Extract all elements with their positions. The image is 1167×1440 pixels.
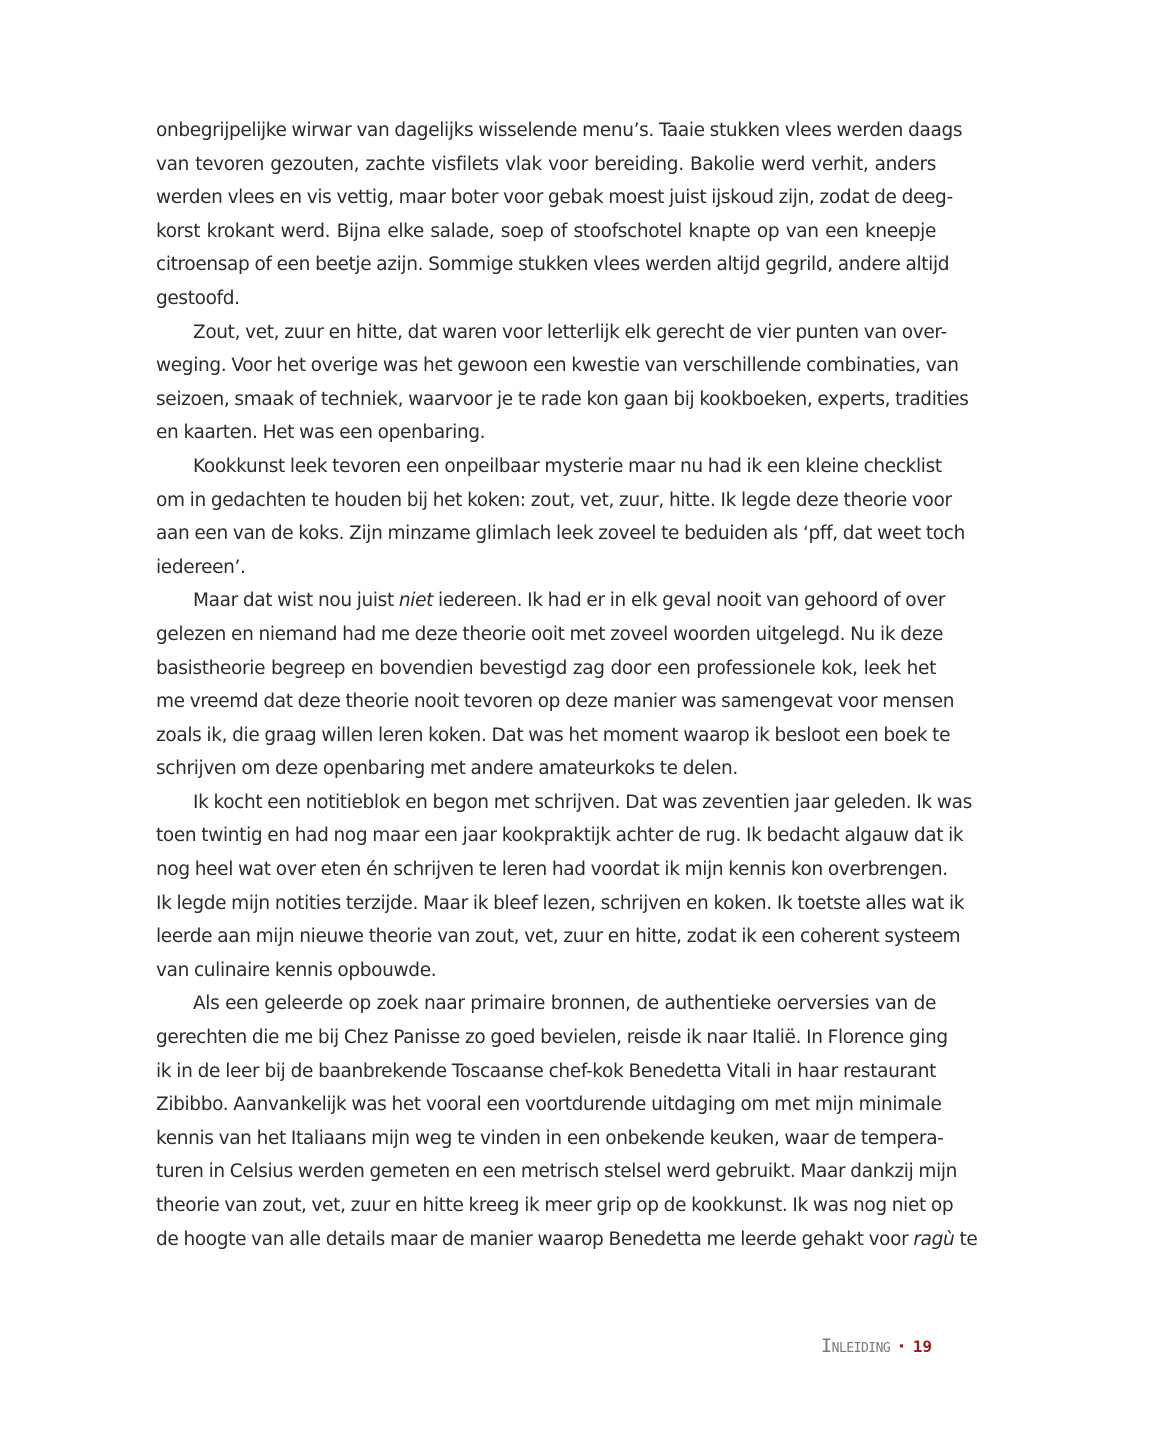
- text-line: weging. Voor het overige was het gewoon een kwestie van verschillende combinaties, van: [156, 355, 959, 377]
- text-line: nog heel wat over eten én schrijven te leren had voordat ik mijn kennis kon overbrengen.: [156, 859, 948, 881]
- text-segment: te: [954, 1228, 978, 1250]
- italic-word: ragù: [913, 1228, 955, 1250]
- text-segment: de hoogte van alle details maar de manier waarop Benedetta me leerde gehakt voor: [156, 1228, 914, 1250]
- text-line: turen in Celsius werden gemeten en een metrisch stelsel werd gebruikt. Maar dankzij mijn: [156, 1161, 958, 1183]
- text-line: me vreemd dat deze theorie nooit tevoren op deze manier was samengevat voor mensen: [156, 691, 955, 713]
- text-line: korst krokant werd. Bijna elke salade, soep of stoofschotel knapte op van een kneepje: [156, 220, 936, 242]
- text-segment: Maar dat wist nou juist: [193, 590, 399, 612]
- text-line: leerde aan mijn nieuwe theorie van zout, vet, zuur en hitte, zodat ik een coherent systeem: [156, 926, 961, 948]
- text-line: gestoofd.: [156, 287, 240, 309]
- text-line: van tevoren gezouten, zachte visfilets vlak voor bereiding. Bakolie werd verhit, anders: [156, 153, 936, 175]
- text-line: basistheorie begreep en bovendien bevestigd zag door een professionele kok, leek het: [156, 657, 936, 679]
- text-line: toen twintig en had nog maar een jaar kookpraktijk achter de rug. Ik bedacht algauw dat ik: [156, 825, 964, 847]
- page-number: 19: [912, 1337, 932, 1356]
- text-segment: iedereen. Ik had er in elk geval nooit van gehoord of over: [433, 590, 946, 612]
- body-text: [156, 114, 978, 1256]
- paragraph-start: Zout, vet, zuur en hitte, dat waren voor letterlijk elk gerecht de vier punten van over-: [193, 321, 947, 343]
- text-line: van culinaire kennis opbouwde.: [156, 959, 437, 981]
- text-line: Zibibbo. Aanvankelijk was het vooral een voortdurende uitdaging om met mijn minimale: [156, 1094, 942, 1116]
- text-line: en kaarten. Het was een openbaring.: [156, 422, 486, 444]
- text-line: zoals ik, die graag willen leren koken. Dat was het moment waarop ik besloot een boek te: [156, 724, 951, 746]
- text-line: gelezen en niemand had me deze theorie ooit met zoveel woorden uitgelegd. Nu ik deze: [156, 623, 944, 645]
- text-line: iedereen’.: [156, 556, 246, 578]
- paragraph-start: [156, 584, 946, 618]
- text-line: theorie van zout, vet, zuur en hitte kreeg ik meer grip op de kookkunst. Ik was nog niet op: [156, 1195, 954, 1216]
- text-line: schrijven om deze openbaring met andere amateurkoks te delen.: [156, 758, 738, 780]
- text-line: onbegrijpelijke wirwar van dagelijks wisselende menu’s. Taaie stukken vlees werden daags: [156, 120, 963, 141]
- text-line: seizoen, smaak of techniek, waarvoor je te rade kon gaan bij kookboeken, experts, tradities: [156, 388, 969, 410]
- page-footer: [760, 1332, 932, 1361]
- running-footer-section: Inleiding: [820, 1335, 891, 1357]
- text-line: om in gedachten te houden bij het koken: zout, vet, zuur, hitte. Ik legde deze theorie voor: [156, 489, 952, 511]
- text-line: kennis van het Italiaans mijn weg te vinden in een onbekende keuken, waar de tempera-: [156, 1127, 944, 1149]
- italic-word: niet: [398, 590, 434, 612]
- text-line: gerechten die me bij Chez Panisse zo goed bevielen, reisde ik naar Italië. In Florence ging: [156, 1027, 948, 1049]
- text-line: ik in de leer bij de baanbrekende Toscaanse chef-kok Benedetta Vitali in haar restaurant: [156, 1060, 936, 1082]
- text-line: Ik legde mijn notities terzijde. Maar ik bleef lezen, schrijven en koken. Ik toetste alles wat ik: [156, 892, 965, 914]
- paragraph-start: Als een geleerde op zoek naar primaire bronnen, de authentieke oerversies van de: [193, 993, 936, 1015]
- text-line: [156, 1223, 978, 1257]
- text-line: citroensap of een beetje azijn. Sommige stukken vlees werden altijd gegrild, andere altijd: [156, 254, 950, 276]
- text-line: aan een van de koks. Zijn minzame glimlach leek zoveel te beduiden als ‘pff, dat weet toch: [156, 523, 965, 545]
- footer-separator: ·: [898, 1337, 905, 1357]
- text-line: werden vlees en vis vettig, maar boter voor gebak moest juist ijskoud zijn, zodat de deeg-: [156, 187, 953, 209]
- paragraph-start: Ik kocht een notitieblok en begon met schrijven. Dat was zeventien jaar geleden. Ik was: [193, 791, 972, 813]
- paragraph-start: Kookkunst leek tevoren een onpeilbaar mysterie maar nu had ik een kleine checklist: [193, 455, 942, 477]
